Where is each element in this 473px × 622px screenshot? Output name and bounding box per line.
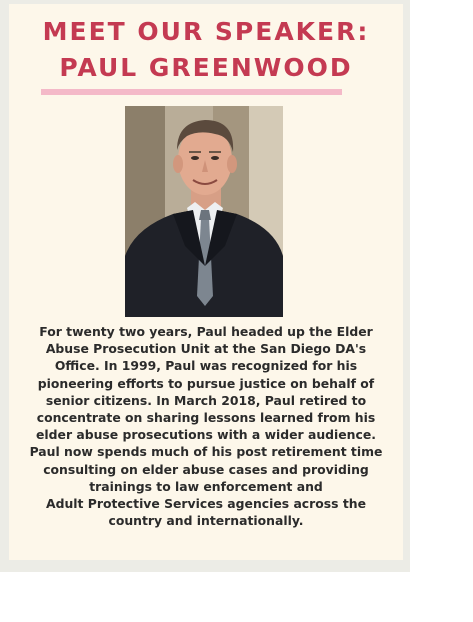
bio-line: Office. In 1999, Paul was recognized for his <box>54 358 358 374</box>
bio-line: senior citizens. In March 2018, Paul retired to <box>45 392 367 408</box>
bio-line: elder abuse prosecutions with a wider audience. <box>36 427 376 443</box>
bio-line: For twenty two years, Paul headed up the Elder <box>39 324 373 339</box>
page-title <box>0 14 412 86</box>
bio-line: Abuse Prosecution Unit at the San Diego DA's <box>45 341 367 357</box>
bio-line: consulting on elder abuse cases and providing <box>43 461 369 477</box>
bio-line: Adult Protective Services agencies across the <box>46 496 366 512</box>
bio-line: trainings to law enforcement and <box>89 478 323 494</box>
title-line-2: PAUL GREENWOOD <box>59 53 353 82</box>
speaker-bio <box>22 323 390 529</box>
speaker-photo-illustration <box>125 106 283 317</box>
title-line-1: MEET OUR SPEAKER: <box>42 17 370 46</box>
title-underline <box>41 89 342 95</box>
bio-line: country and internationally. <box>108 513 304 529</box>
bio-line: pioneering efforts to pursue justice on behalf of <box>37 375 375 391</box>
speaker-photo <box>125 106 283 317</box>
bio-line: Paul now spends much of his post retirement time <box>29 444 383 460</box>
bio-line: concentrate on sharing lessons learned from his <box>36 410 376 426</box>
